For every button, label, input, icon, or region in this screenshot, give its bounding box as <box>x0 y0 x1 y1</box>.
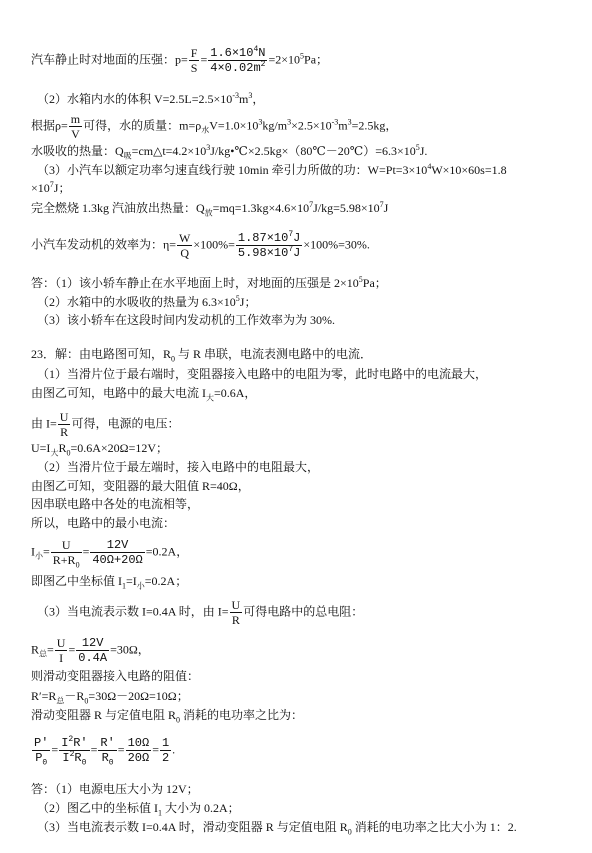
fraction <box>208 46 267 75</box>
text: 可得电路中的总电阻： <box>243 604 364 619</box>
subscript: 0 <box>176 715 181 725</box>
text: =mq=1.3kg×4.6×10 <box>212 201 310 215</box>
answer-2 <box>37 295 256 309</box>
text: （2）水箱内水的体积 V=2.5L=2.5×10 <box>37 92 233 106</box>
numerator: 1 <box>161 736 170 750</box>
subscript: 0 <box>81 758 87 768</box>
q23-line11 <box>31 574 188 591</box>
text: ×2.5×10 <box>291 118 332 133</box>
numerator <box>208 46 267 61</box>
q23-line2 <box>37 367 487 381</box>
text: W×10×60s=1.8 <box>431 163 507 177</box>
subscript: 大 <box>50 448 59 458</box>
q23-min-current <box>31 538 189 570</box>
fraction <box>98 736 116 768</box>
text: = <box>43 544 50 559</box>
text: 根据ρ= <box>31 118 68 133</box>
text: J/kg=5.98×10 <box>313 201 380 215</box>
exponent: -3 <box>232 91 239 100</box>
answer-3 <box>37 313 335 327</box>
text: R <box>101 751 109 765</box>
denominator <box>51 553 82 570</box>
text: 由 I= <box>31 416 57 431</box>
subscript: 小 <box>136 581 145 591</box>
text: Pa； <box>362 276 387 290</box>
subscript: 大 <box>206 393 214 403</box>
q23-line16 <box>31 708 304 725</box>
mass-line <box>31 112 397 141</box>
text: 可得，电源的电压： <box>71 416 180 431</box>
text: 大小为 0.2A； <box>162 801 240 815</box>
fraction <box>59 735 89 768</box>
text: =0.2A， <box>145 544 189 559</box>
exponent: 4 <box>253 45 259 54</box>
text: （2）图乙中的坐标值 I <box>37 801 158 815</box>
equals: = <box>152 742 159 757</box>
numerator: F <box>190 46 198 60</box>
fraction <box>160 736 171 765</box>
q23-total-resistance <box>31 636 150 665</box>
numerator: U <box>59 410 69 424</box>
text: 消耗的电功率之比为： <box>180 708 304 722</box>
q23-line3 <box>31 386 257 403</box>
exponent: 4 <box>427 162 432 171</box>
numerator: U <box>51 538 82 553</box>
text: J <box>293 246 301 260</box>
exponent: 7 <box>288 230 294 239</box>
exponent: 2 <box>260 60 266 69</box>
numerator: U <box>231 598 241 612</box>
equals: = <box>90 742 98 757</box>
text: =2.5kg， <box>351 118 398 133</box>
text: 滑动变阻器 R 与定值电阻 R <box>31 708 177 722</box>
efficiency-line <box>31 231 370 260</box>
text: V=1.0×10 <box>209 118 259 133</box>
text: N <box>258 46 266 60</box>
exponent: 3 <box>258 117 263 127</box>
q23-line7 <box>31 479 250 493</box>
exponent: 3 <box>347 117 352 127</box>
text: （3）该小轿车在这段时间内发动机的工作效率为为 30%. <box>37 313 335 327</box>
text: kg/m <box>262 118 288 133</box>
numerator: 12V <box>90 538 144 553</box>
fuel-line <box>31 200 389 218</box>
denominator <box>98 751 116 768</box>
text: . <box>172 742 176 757</box>
text: J/kg•℃×2.5kg×（80℃－20℃）=6.3×10 <box>210 144 416 158</box>
text: ×10 <box>31 181 50 195</box>
numerator: P′ <box>34 736 49 750</box>
q23-line6 <box>37 460 319 474</box>
text: 23．解：由电路图可知，R <box>31 347 172 361</box>
text: =0.6A， <box>214 386 257 400</box>
numerator: 12V <box>76 636 109 651</box>
text: （3）当电流表示数 I=0.4A 时，滑动变阻器 R 与定值电阻 R <box>37 820 348 834</box>
text: －R <box>64 689 85 703</box>
denominator: 40Ω+20Ω <box>92 553 143 567</box>
text: 4×0.02m <box>210 61 261 75</box>
fraction <box>230 598 243 627</box>
subscript: 0 <box>75 560 80 570</box>
text: ×100%=30%. <box>303 237 370 252</box>
numerator <box>236 231 302 246</box>
numerator <box>59 736 89 751</box>
numerator: m <box>70 112 81 126</box>
text: 1.6×10 <box>210 46 254 60</box>
fraction <box>32 736 50 768</box>
text: R+R <box>52 553 76 567</box>
text: 可得，水的质量：m=ρ <box>83 118 202 133</box>
denominator: 0.4A <box>78 651 108 665</box>
text: 消耗的电功率之比大小为 1：2. <box>351 820 517 834</box>
text: J <box>383 201 389 215</box>
exponent: 5 <box>235 294 240 303</box>
fraction <box>76 636 109 665</box>
text: =30Ω， <box>110 642 150 657</box>
text: 水吸收的热量：Q <box>31 144 124 158</box>
text: 小汽车发动机的效率为：η= <box>31 237 177 252</box>
text: J <box>293 231 301 245</box>
exponent: 3 <box>287 117 292 127</box>
denominator <box>236 246 302 260</box>
fraction <box>51 538 82 570</box>
text: R′ <box>73 736 88 750</box>
text: 因串联电路中各处的电流相等， <box>31 497 200 511</box>
text: （3）小汽车以额定功率匀速直线行驶 10min 牵引力所做的功：W=Pt=3×10 <box>37 163 428 177</box>
volume-line <box>37 92 264 106</box>
subscript: 0 <box>84 696 89 706</box>
text: 即图乙中坐标值 I <box>31 574 122 588</box>
text: R <box>74 751 82 765</box>
text: = <box>82 544 90 559</box>
subscript: 1 <box>122 581 126 591</box>
denominator <box>59 750 89 768</box>
fraction <box>126 736 152 765</box>
text: 答：（1）电源电压大小为 12V； <box>31 782 199 796</box>
equals: = <box>200 52 208 67</box>
fraction <box>90 538 144 567</box>
text: （3）当电流表示数 I=0.4A 时，由 I= <box>37 604 229 619</box>
subscript: 总 <box>56 696 65 706</box>
subscript: 0 <box>42 758 48 768</box>
denominator: 2 <box>161 751 170 765</box>
text: 则滑动变阻器接入电路的阻值： <box>31 669 200 683</box>
subscript: 0 <box>347 827 352 837</box>
equals: = <box>51 742 59 757</box>
subscript: 0 <box>66 448 71 458</box>
text: P <box>35 751 43 765</box>
q23-line8 <box>31 497 199 511</box>
exponent: 3 <box>248 91 253 100</box>
subscript: 总 <box>39 649 48 659</box>
text: =0.6A×20Ω=12V； <box>70 441 169 455</box>
subscript: 吸 <box>123 151 132 161</box>
text: Pa； <box>304 52 329 67</box>
text: =cm△t=4.2×10 <box>131 144 207 158</box>
exponent: 5 <box>415 143 420 152</box>
text: = <box>47 642 54 657</box>
denominator: V <box>71 127 80 141</box>
text: 与 R 串联，电流表测电路中的电流． <box>175 347 373 361</box>
text: 1.87×10 <box>237 231 289 245</box>
text: （2）水箱中的水吸收的热量为 6.3×10 <box>37 295 236 309</box>
text: J； <box>53 181 71 195</box>
text: ， <box>252 92 265 106</box>
work-line-cont <box>31 181 70 195</box>
subscript: 水 <box>201 125 210 135</box>
denominator: I <box>59 651 64 665</box>
text: 由图乙可知，电路中的最大电流 I <box>31 386 206 400</box>
exponent: 5 <box>300 51 305 61</box>
answer-1 <box>31 276 387 290</box>
exponent: 7 <box>309 200 314 209</box>
text: = <box>68 642 76 657</box>
q23-answer-2 <box>37 801 240 818</box>
q23-line4 <box>31 410 179 439</box>
q23-line5 <box>31 441 169 458</box>
q23-answer-1 <box>31 782 199 796</box>
numerator: W <box>179 231 191 245</box>
pressure-label: 汽车静止时对地面的压强：p= <box>31 52 188 67</box>
text: R′=R <box>31 689 57 703</box>
numerator: R′ <box>100 736 115 750</box>
subscript: 0 <box>171 354 176 364</box>
text: I <box>31 544 35 559</box>
q23-intro <box>31 347 373 364</box>
subscript: 小 <box>35 551 43 561</box>
fraction <box>55 636 68 665</box>
text: I <box>62 751 70 765</box>
exponent: 7 <box>49 180 54 189</box>
denominator: 20Ω <box>127 751 150 765</box>
text: ×100%= <box>193 237 235 252</box>
text: =0.2A； <box>144 574 188 588</box>
q23-line9 <box>31 516 175 530</box>
text: =30Ω－20Ω=10Ω； <box>88 689 189 703</box>
exponent: 7 <box>288 245 294 254</box>
subscript: 1 <box>158 808 162 818</box>
heat-line <box>31 143 428 161</box>
exponent: 2 <box>68 735 74 744</box>
fraction <box>236 231 302 260</box>
text: I <box>61 736 69 750</box>
text: （2）当滑片位于最左端时，接入电路中的电阻最大， <box>37 460 320 474</box>
denominator: R <box>60 425 69 439</box>
exponent: 5 <box>358 275 363 284</box>
q23-answer-3 <box>37 820 517 837</box>
q23-power-ratio <box>31 735 176 768</box>
text: R <box>58 441 67 455</box>
denominator: Q <box>180 246 190 260</box>
text: 5.98×10 <box>237 246 289 260</box>
denominator: S <box>190 61 198 75</box>
exponent: 2 <box>69 750 75 759</box>
text: 答：（1）该小轿车静止在水平地面上时，对地面的压强是 2×10 <box>31 276 359 290</box>
q23-line15 <box>31 689 189 706</box>
fraction <box>69 112 82 141</box>
text: J. <box>419 144 428 158</box>
text: 所以，电路中的最小电流： <box>31 516 176 530</box>
text: U=I <box>31 441 51 455</box>
exponent: 7 <box>379 200 384 209</box>
work-line <box>37 163 507 177</box>
q23-line14 <box>31 669 199 683</box>
denominator <box>208 61 267 75</box>
q23-line12 <box>37 598 363 627</box>
text: （1）当滑片位于最右端时，变阻器接入电路中的电阻为零，此时电路中的电流最大， <box>37 367 488 381</box>
denominator <box>32 751 50 768</box>
subscript: 0 <box>108 758 114 768</box>
text: J； <box>239 295 257 309</box>
numerator: 10Ω <box>127 736 150 750</box>
text: =2×10 <box>268 52 301 67</box>
text: R <box>31 642 40 657</box>
fraction <box>189 46 200 75</box>
equals: = <box>117 742 125 757</box>
exponent: -3 <box>331 117 339 127</box>
pressure-line <box>31 46 328 75</box>
text: m <box>338 118 348 133</box>
exponent: 3 <box>206 143 211 152</box>
fraction <box>58 410 71 439</box>
numerator: U <box>56 636 66 650</box>
text: =I <box>126 574 137 588</box>
text: 由图乙可知，变阻器的最大阻值 R=40Ω， <box>31 479 250 493</box>
fraction <box>177 231 192 260</box>
subscript: 放 <box>204 208 213 218</box>
denominator: R <box>231 613 240 627</box>
text: m <box>238 92 249 106</box>
text: 完全燃烧 1.3kg 汽油放出热量：Q <box>31 201 205 215</box>
